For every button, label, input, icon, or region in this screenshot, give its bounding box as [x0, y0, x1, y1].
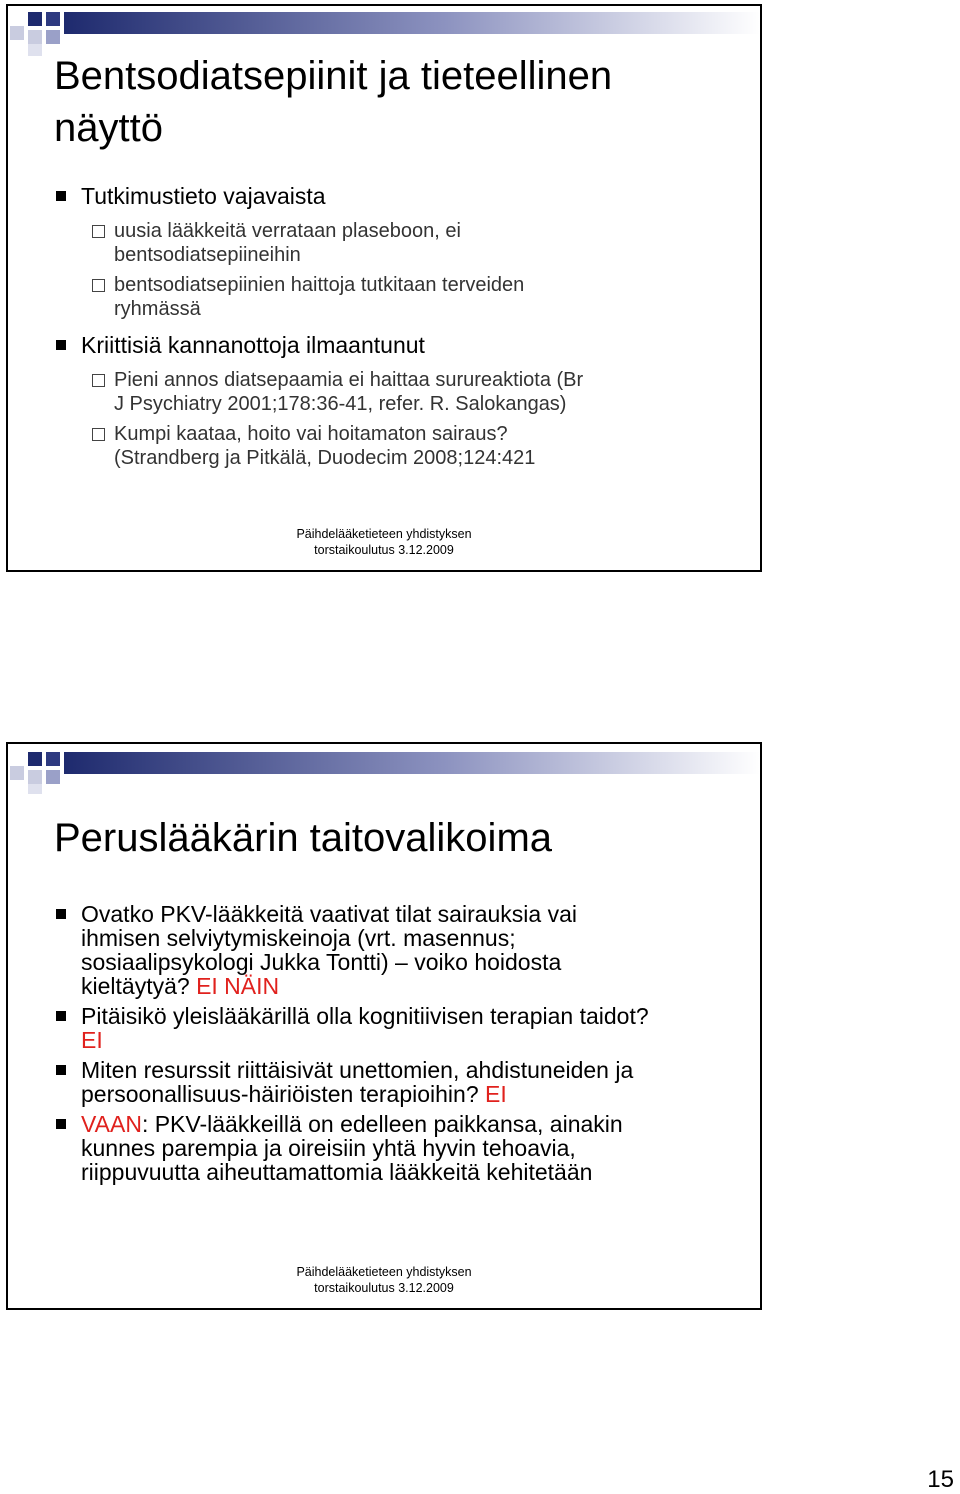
bullet-text: ihmisen selviytymiskeinoja (vrt. masennus;	[81, 925, 516, 951]
square-bullet-icon	[56, 1119, 66, 1129]
slide-1	[6, 4, 762, 572]
hollow-square-bullet-icon	[92, 374, 105, 387]
square-bullet-icon	[56, 1065, 66, 1075]
bullet-item	[54, 184, 734, 208]
hollow-square-bullet-icon	[92, 279, 105, 292]
bullet-item	[54, 1112, 734, 1184]
slide-title	[54, 50, 714, 154]
answer-highlight: EI NÄIN	[196, 973, 280, 999]
footer-line: torstaikoulutus 3.12.2009	[314, 543, 454, 557]
square-bullet-icon	[56, 909, 66, 919]
slide-2	[6, 742, 762, 1310]
bullet-text: Miten resurssit riittäisivät unettomien, ahdistuneiden ja	[81, 1057, 634, 1083]
bullet-text: Kumpi kaataa, hoito vai hoitamaton sairaus?	[114, 423, 508, 445]
bullet-list	[54, 902, 734, 1184]
bullet-text: bentsodiatsepiineihin	[114, 244, 301, 266]
slide-title	[54, 812, 714, 864]
bullet-text: Tutkimustieto vajavaista	[81, 183, 326, 209]
footer-line: torstaikoulutus 3.12.2009	[314, 1281, 454, 1295]
slide-2-decoration	[8, 744, 760, 794]
bullet-text	[81, 974, 734, 998]
bullet-text	[81, 1082, 734, 1106]
sub-bullet-item	[54, 368, 734, 416]
sub-bullet-item	[54, 422, 734, 470]
bullet-item	[54, 902, 734, 998]
bullet-text-rest: : PKV-lääkkeillä on edelleen paikkansa, ainakin	[141, 1111, 623, 1137]
title-line: Peruslääkärin taitovalikoima	[54, 816, 553, 860]
bullet-text-end: kieltäytyä?	[81, 973, 190, 999]
bullet-item	[54, 333, 734, 357]
slide-footer	[8, 1264, 760, 1296]
bullet-text: Kriittisiä kannanottoja ilmaantunut	[81, 332, 425, 358]
bullet-text: sosiaalipsykologi Jukka Tontti) – voiko hoidosta	[81, 949, 562, 975]
sub-bullet-item	[54, 219, 734, 267]
hollow-square-bullet-icon	[92, 225, 105, 238]
slide-footer	[8, 526, 760, 558]
page-number: 15	[927, 1466, 954, 1493]
bullet-text: J Psychiatry 2001;178:36-41, refer. R. Salokangas)	[114, 393, 567, 415]
bullet-text: uusia lääkkeitä verrataan plaseboon, ei	[114, 220, 461, 242]
bullet-list	[54, 184, 734, 470]
bullet-text-end: persoonallisuus-häiriöisten terapioihin?	[81, 1081, 479, 1107]
bullet-text: Pieni annos diatsepaamia ei haittaa surureaktiota (Br	[114, 369, 584, 391]
bullet-text	[81, 1112, 734, 1136]
slide-1-decoration	[8, 6, 760, 56]
square-bullet-icon	[56, 191, 66, 201]
bullet-text: (Strandberg ja Pitkälä, Duodecim 2008;124:421	[114, 447, 536, 469]
bullet-item	[54, 1004, 734, 1052]
title-line: näyttö	[54, 106, 163, 150]
footer-line: Päihdelääketieteen yhdistyksen	[296, 527, 472, 541]
title-line: Bentsodiatsepiinit ja tieteellinen	[54, 54, 613, 98]
square-bullet-icon	[56, 1011, 66, 1021]
bullet-text: Pitäisikö yleislääkärillä olla kognitiivisen terapian taidot?	[81, 1003, 649, 1029]
answer-highlight: VAAN	[81, 1111, 142, 1137]
bullet-item	[54, 1058, 734, 1106]
bullet-text: kunnes parempia ja oireisiin yhtä hyvin tehoavia,	[81, 1135, 576, 1161]
square-bullet-icon	[56, 340, 66, 350]
bullet-text: riippuvuutta aiheuttamattomia lääkkeitä kehitetään	[81, 1159, 593, 1185]
answer-highlight: EI	[485, 1081, 507, 1107]
hollow-square-bullet-icon	[92, 428, 105, 441]
bullet-text: ryhmässä	[114, 298, 201, 320]
sub-bullet-item	[54, 273, 734, 321]
bullet-text: Ovatko PKV-lääkkeitä vaativat tilat sairauksia vai	[81, 901, 578, 927]
bullet-text: bentsodiatsepiinien haittoja tutkitaan terveiden	[114, 274, 525, 296]
footer-line: Päihdelääketieteen yhdistyksen	[296, 1265, 472, 1279]
answer-highlight: EI	[81, 1027, 103, 1053]
